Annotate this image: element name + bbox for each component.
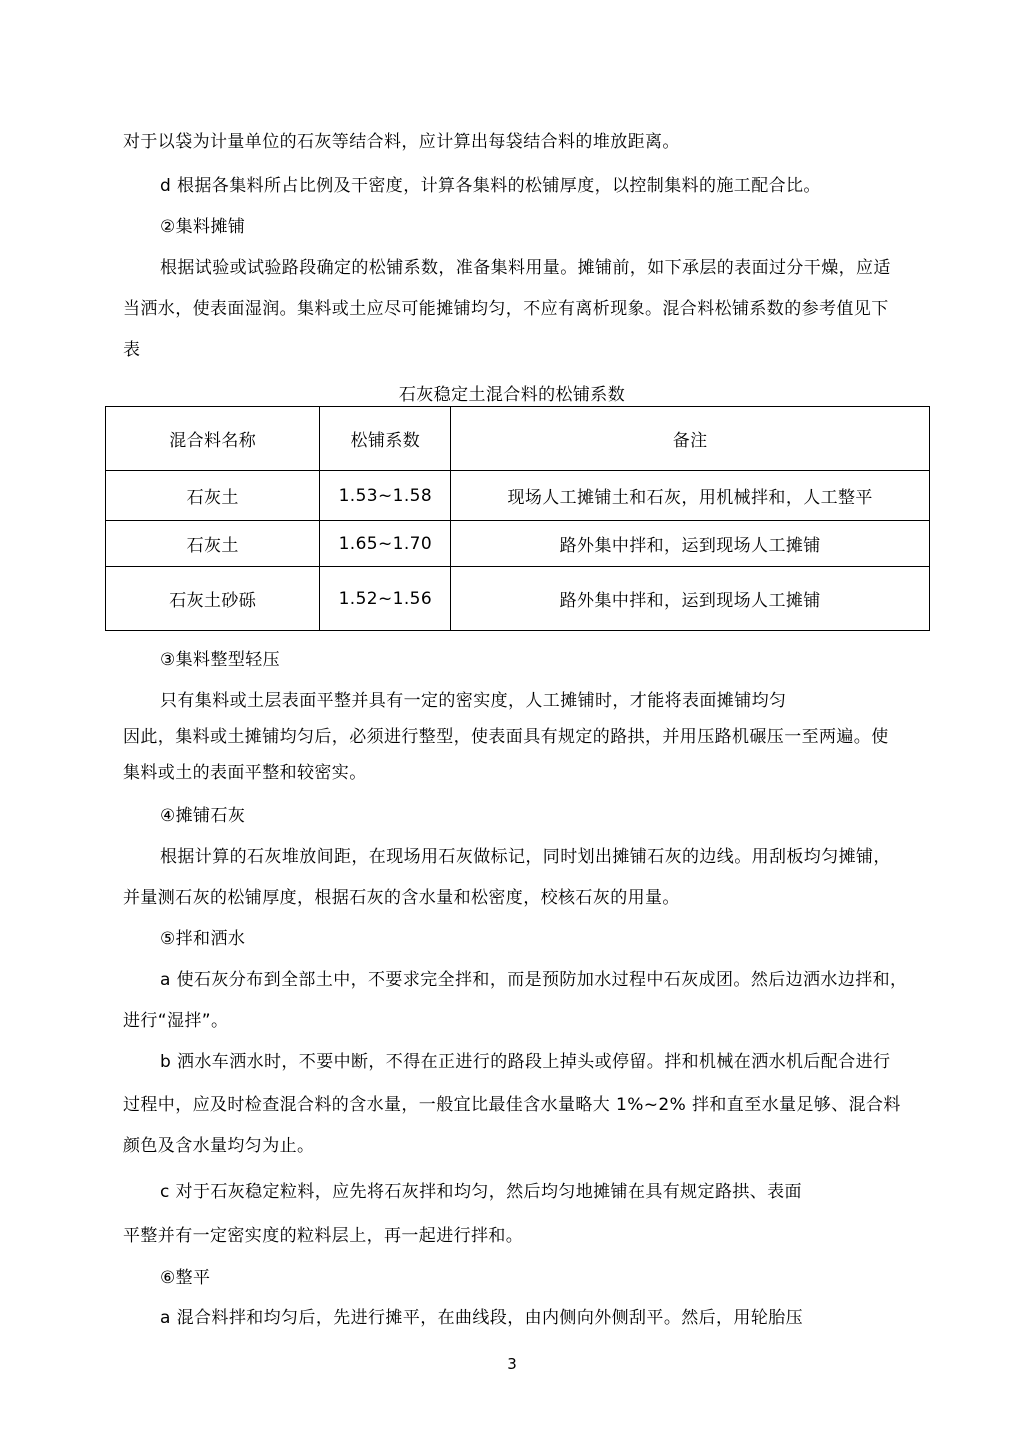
table-header-cell: 备注 <box>451 407 930 471</box>
paragraph-line: d 根据各集料所占比例及干密度，计算各集料的松铺厚度，以控制集料的施工配合比。 <box>160 176 821 196</box>
section-heading: ②集料摊铺 <box>160 217 246 237</box>
paragraph-line: 颜色及含水量均匀为止。 <box>123 1136 315 1156</box>
table-cell: 现场人工摊铺土和石灰，用机械拌和，人工整平 <box>451 471 930 521</box>
paragraph-line: 进行“湿拌”。 <box>123 1011 229 1031</box>
table-cell: 石灰土砂砾 <box>106 567 320 631</box>
table-cell: 1.65~1.70 <box>320 521 451 567</box>
table-cell: 1.52~1.56 <box>320 567 451 631</box>
table-row <box>106 567 930 631</box>
paragraph-line: 平整并有一定密实度的粒料层上，再一起进行拌和。 <box>123 1226 524 1246</box>
table-header-row <box>106 407 930 471</box>
table-cell: 石灰土 <box>106 471 320 521</box>
paragraph-line: 当洒水，使表面湿润。集料或土应尽可能摊铺均匀，不应有离析现象。混合料松铺系数的参考值见下 <box>123 299 889 319</box>
paragraph-line: 过程中，应及时检查混合料的含水量，一般宜比最佳含水量略大 1%~2% 拌和直至水量足够、混合料 <box>123 1095 901 1115</box>
paragraph-line: 只有集料或土层表面平整并具有一定的密实度，人工摊铺时，才能将表面摊铺均匀 <box>160 691 787 711</box>
section-heading: ③集料整型轻压 <box>160 650 281 670</box>
paragraph-line: 因此，集料或土摊铺均匀后，必须进行整型，使表面具有规定的路拱，并用压路机碾压一至两遍。使 <box>123 727 889 747</box>
table-row <box>106 521 930 567</box>
table-header-cell: 混合料名称 <box>106 407 320 471</box>
paragraph-line: a 使石灰分布到全部土中，不要求完全拌和，而是预防加水过程中石灰成团。然后边洒水边拌和， <box>160 970 908 990</box>
paragraph-line: 对于以袋为计量单位的石灰等结合料，应计算出每袋结合料的堆放距离。 <box>123 132 680 152</box>
paragraph-line: c 对于石灰稳定粒料，应先将石灰拌和均匀，然后均匀地摊铺在具有规定路拱、表面 <box>160 1182 802 1202</box>
paragraph-line: 表 <box>123 340 141 360</box>
paragraph-line: 集料或土的表面平整和较密实。 <box>123 763 367 783</box>
table-cell: 1.53~1.58 <box>320 471 451 521</box>
coefficient-table <box>105 406 930 631</box>
table-row <box>106 471 930 521</box>
table-cell: 石灰土 <box>106 521 320 567</box>
section-heading: ⑥整平 <box>160 1268 211 1288</box>
table-header-cell: 松铺系数 <box>320 407 451 471</box>
paragraph-line: 并量测石灰的松铺厚度，根据石灰的含水量和松密度，校核石灰的用量。 <box>123 888 680 908</box>
paragraph-line: b 洒水车洒水时，不要中断，不得在正进行的路段上掉头或停留。拌和机械在洒水机后配合进行 <box>160 1052 891 1072</box>
page-number: 3 <box>507 1355 517 1373</box>
paragraph-line: a 混合料拌和均匀后，先进行摊平，在曲线段，由内侧向外侧刮平。然后，用轮胎压 <box>160 1308 804 1328</box>
table-cell: 路外集中拌和，运到现场人工摊铺 <box>451 521 930 567</box>
section-heading: ④摊铺石灰 <box>160 806 246 826</box>
section-heading: ⑤拌和洒水 <box>160 929 246 949</box>
table-caption: 石灰稳定土混合料的松铺系数 <box>398 385 626 405</box>
table-cell: 路外集中拌和，运到现场人工摊铺 <box>451 567 930 631</box>
paragraph-line: 根据计算的石灰堆放间距，在现场用石灰做标记，同时划出摊铺石灰的边线。用刮板均匀摊铺， <box>160 847 891 867</box>
paragraph-line: 根据试验或试验路段确定的松铺系数，准备集料用量。摊铺前，如下承层的表面过分干燥，应适 <box>160 258 891 278</box>
